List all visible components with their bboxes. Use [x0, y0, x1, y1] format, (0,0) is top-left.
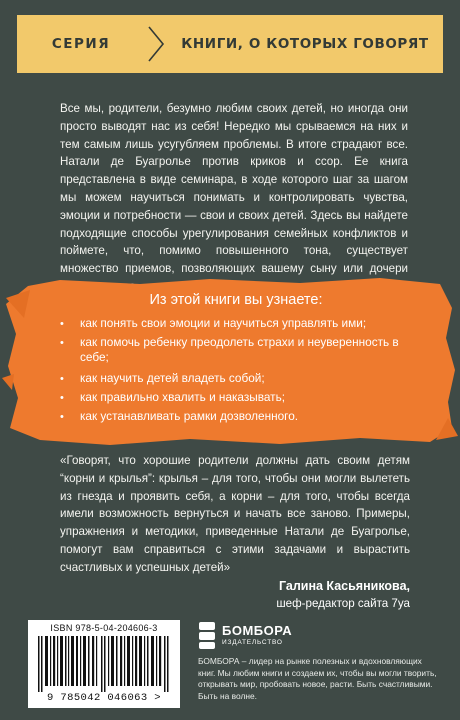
bullet-icon: •: [60, 392, 64, 404]
barcode-icon: [36, 636, 172, 692]
bullet-icon: •: [60, 373, 64, 385]
bullet-icon: •: [60, 337, 64, 349]
book-description: Все мы, родители, безумно любим своих детей, но иногда они просто выводят нас из себя! Нередко мы срываемся на них и тем самым лишь усугубляем проблемы. В итоге страдают все. Натали де Буагролье против криков и ссор. Ее книга представлена в виде семинара, в ходе которого шаг за шагом мы можем научиться понимать и контролировать чувства, эмоции и потребности — свои и своих детей. Здесь вы найдете подходящие способы урегулирования семейных конфликтов и поймете, что, помимо повышенного тона, существует множество приемов, позволяющих вашему сыну или дочери: [60, 102, 408, 276]
series-label: СЕРИЯ: [51, 36, 111, 52]
list-item-text: как устанавливать рамки дозволенного.: [80, 409, 299, 423]
isbn-number: ISBN 978-5-04-204606-3: [50, 623, 158, 633]
list-item-text: как понять свои эмоции и научиться управлять ими;: [80, 316, 367, 330]
learn-section: [56, 292, 416, 428]
list-item-text: как правильно хвалить и наказывать;: [80, 390, 286, 404]
list-item: [56, 409, 416, 424]
list-item-text: как помочь ребенку преодолеть страхи и неуверенность в себе;: [80, 335, 399, 364]
quote-author: [276, 578, 410, 612]
list-item: [56, 371, 416, 386]
list-item: [56, 335, 416, 365]
quote-text: «Говорят, что хорошие родители должны дать своим детям “корни и крылья”: крылья – для того, чтобы они могли вылететь из гнезда и проявить себя, а корни – для того, чтобы всегда имели возможность вернуться и начать все заново. Примеры, упражнения и методики, приведенные Натали де Буагролье, помогут вам справиться с этими задачами и вырастить счастливых и успешных детей»: [60, 454, 410, 574]
learn-list: [56, 316, 416, 424]
barcode-digits: 9 785042 046063 >: [47, 692, 161, 704]
list-item: [56, 390, 416, 405]
publisher-mark-icon: [198, 620, 216, 650]
bullet-icon: •: [60, 411, 64, 423]
series-title: КНИГИ, О КОТОРЫХ ГОВОРЯТ: [181, 36, 429, 52]
publisher-subtitle: ИЗДАТЕЛЬСТВО: [222, 638, 283, 646]
list-item: [56, 316, 416, 331]
publisher-description: БОМБОРА – лидер на рынке полезных и вдохновляющих книг. Мы любим книги и создаем их, чтобы вы могли творить, открывать мир, пробовать новое, расти. Быть счастливыми. Быть на волне.: [198, 656, 437, 701]
learn-heading: Из этой книги вы узнаете:: [149, 292, 323, 308]
author-name: Галина Касьяникова,: [278, 579, 410, 593]
bullet-icon: •: [60, 318, 64, 330]
publisher-name: БОМБОРА: [222, 622, 293, 638]
publisher-logo: [198, 620, 292, 650]
chevron-right-icon: [145, 15, 167, 73]
author-role: шеф-редактор сайта 7уа: [276, 597, 410, 610]
barcode-block: [28, 620, 180, 708]
list-item-text: как научить детей владеть собой;: [80, 371, 265, 385]
series-banner: [17, 15, 443, 73]
